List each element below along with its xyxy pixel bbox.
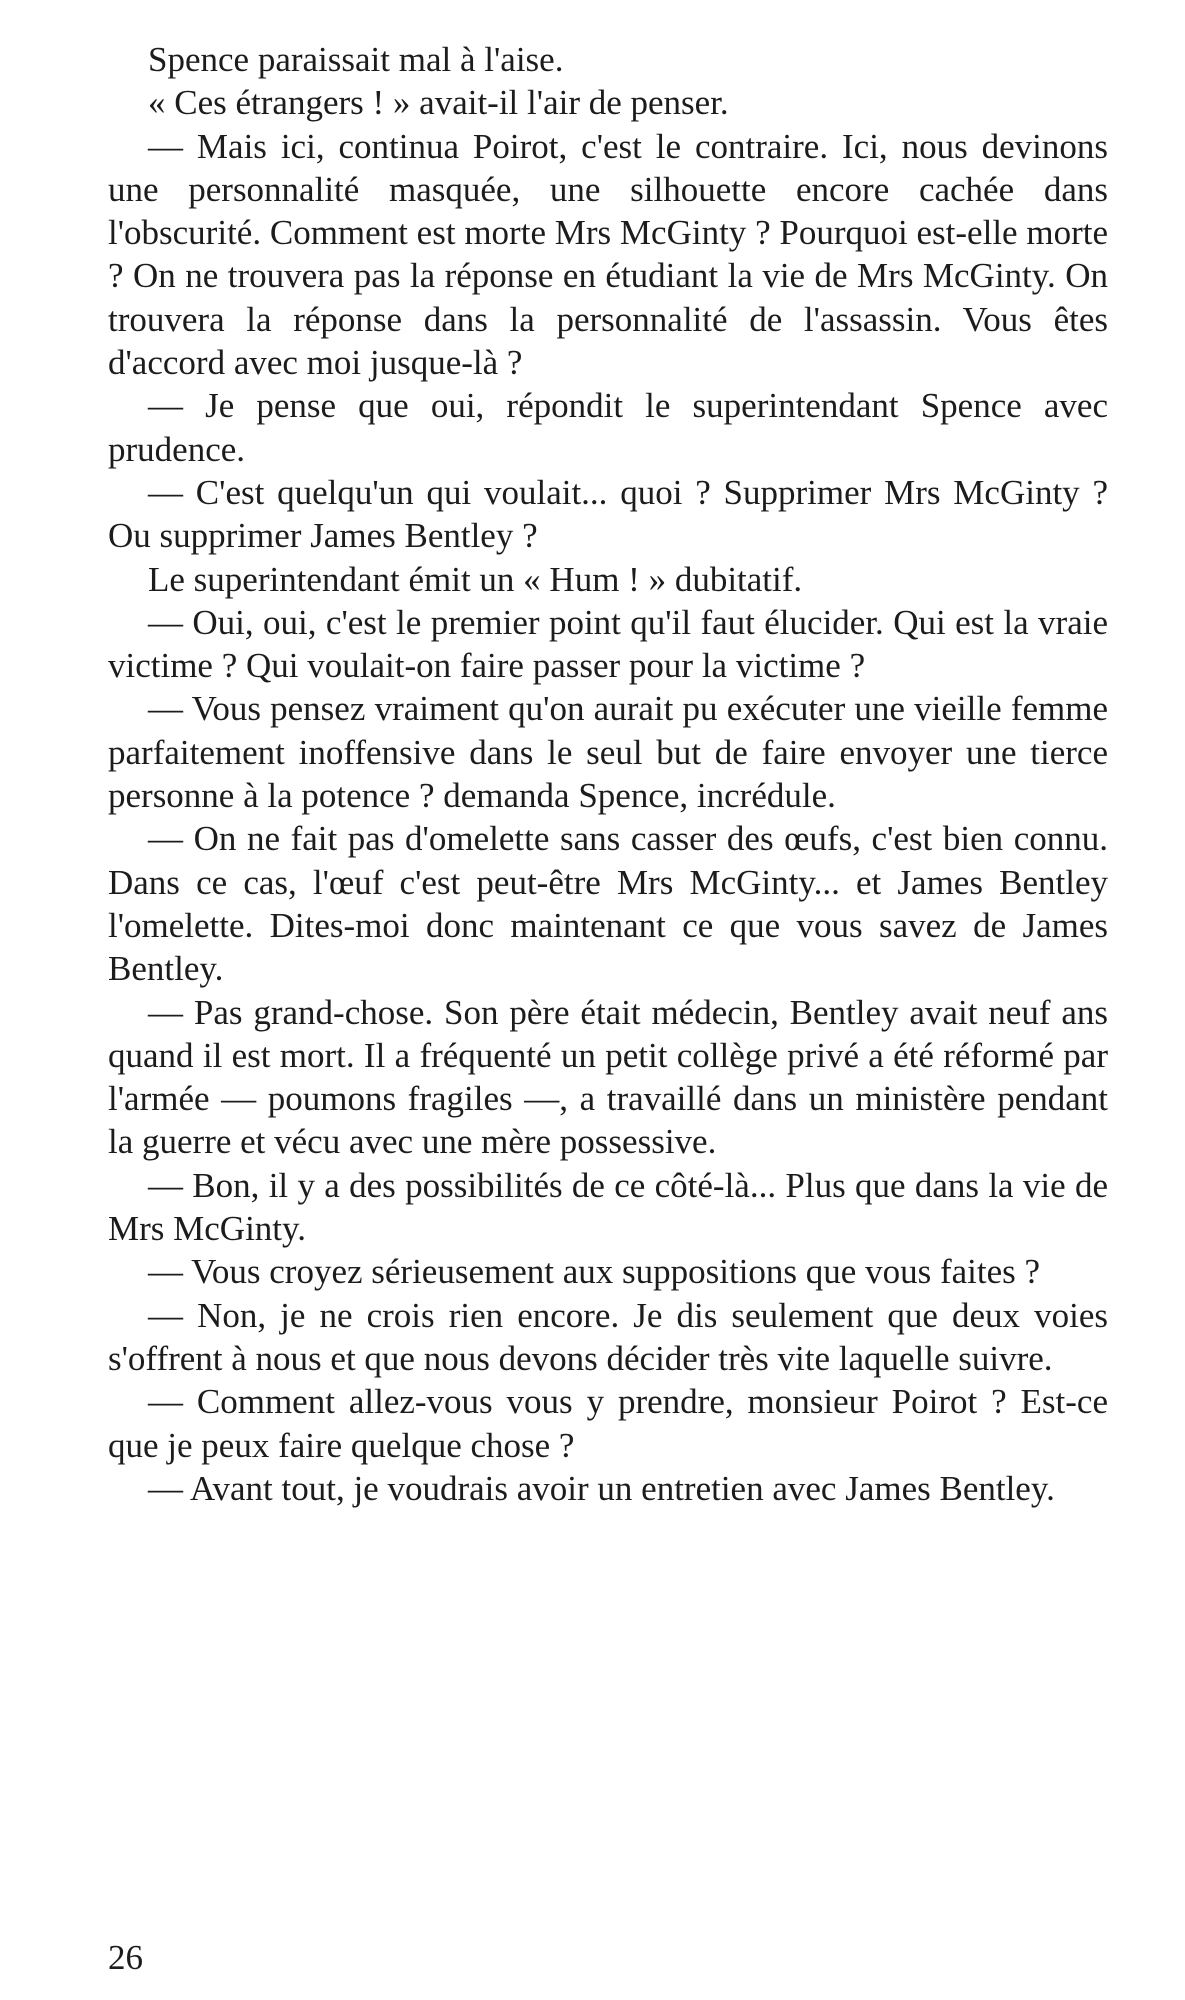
paragraph: — Comment allez-vous vous y prendre, monsieur Poirot ? Est-ce que je peux faire quelque chose ? bbox=[108, 1382, 1108, 1465]
body-text bbox=[108, 38, 1108, 1510]
paragraph: — Bon, il y a des possibilités de ce côté-là... Plus que dans la vie de Mrs McGinty. bbox=[108, 1165, 1108, 1249]
paragraph: — Vous pensez vraiment qu'on aurait pu exécuter une vieille femme parfaitement inoffensive dans le seul but de faire envoyer une tierce personne à la potence ? demanda Spence, incrédule. bbox=[108, 689, 1108, 816]
paragraph: — Pas grand-chose. Son père était médecin, Bentley avait neuf ans quand il est mort. Il a fréquenté un petit collège privé a été réformé par l'armée — poumons fragiles —, a travaillé dans un ministère pendant la guerre et vécu avec une mère possessive. bbox=[108, 992, 1108, 1162]
paragraph: — Je pense que oui, répondit le superintendant Spence avec prudence. bbox=[108, 386, 1108, 469]
paragraph: — Avant tout, je voudrais avoir un entretien avec James Bentley. bbox=[148, 1468, 1055, 1508]
paragraph: — C'est quelqu'un qui voulait... quoi ? Supprimer Mrs McGinty ? Ou supprimer James Bentley ? bbox=[108, 472, 1108, 556]
paragraph: « Ces étrangers ! » avait-il l'air de penser. bbox=[148, 83, 729, 123]
paragraph: — On ne fait pas d'omelette sans casser des œufs, c'est bien connu. Dans ce cas, l'œuf c'est peut-être Mrs McGinty... et James Bentley l'omelette. Dites-moi donc maintenant ce que vous savez de James Bentley. bbox=[108, 819, 1108, 989]
paragraph: Le superintendant émit un « Hum ! » dubitatif. bbox=[148, 559, 803, 599]
paragraph: — Mais ici, continua Poirot, c'est le contraire. Ici, nous devinons une personnalité masquée, une silhouette encore cachée dans l'obscurité. Comment est morte Mrs McGinty ? Pourquoi est-elle morte ? On ne trouvera pas la réponse en étudiant la vie de Mrs McGinty. On trouvera la réponse dans la personnalité de l'assassin. Vous êtes d'accord avec moi jusque-là ? bbox=[108, 126, 1108, 383]
paragraph: — Vous croyez sérieusement aux suppositions que vous faites ? bbox=[148, 1252, 1041, 1292]
paragraph: Spence paraissait mal à l'aise. bbox=[148, 40, 564, 79]
paragraph: — Non, je ne crois rien encore. Je dis seulement que deux voies s'offrent à nous et que nous devons décider très vite laquelle suivre. bbox=[108, 1295, 1108, 1378]
page-number: 26 bbox=[108, 1938, 143, 1977]
paragraph: — Oui, oui, c'est le premier point qu'il faut élucider. Qui est la vraie victime ? Qui voulait-on faire passer pour la victime ? bbox=[108, 602, 1108, 686]
